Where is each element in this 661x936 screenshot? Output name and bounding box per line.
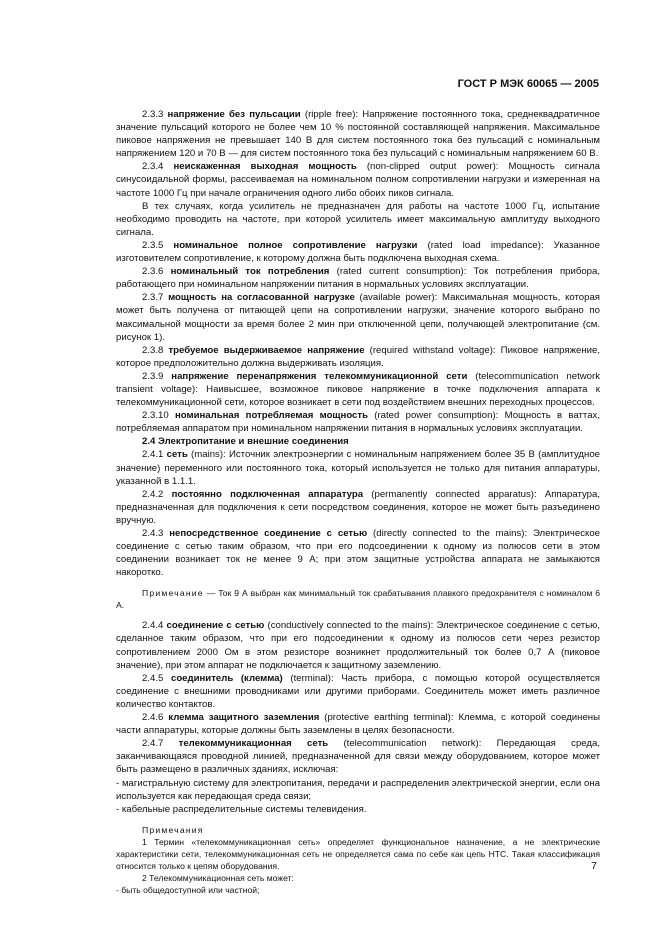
paragraph-2-4-4: 2.4.4 соединение с сетью (conductively connected to the mains): Электрическое соединение с сетью, сделанное таким образом, что при его подсоединении к одному из полюсов сети через резистор сопротивлением 2000 Ом в этом резисторе возникнет продолжительный ток более 0,7 А (пиковое значение), при этом аппарат не подключается к защитному заземлению. (116, 620, 600, 671)
paragraph-2-3-5: 2.3.5 номинальное полное сопротивление нагрузки (rated load impedance): Указанное изготовителем сопротивление, к которому должна быть подключена выходная схема. (116, 239, 600, 265)
page-number: 7 (591, 860, 597, 872)
note-item: 2 Телекоммуникационная сеть может: (142, 872, 294, 883)
paragraph-2-4-6: 2.4.6 клемма защитного заземления (protective earthing terminal): Клемма, с которой соединены части аппаратуры, которые должны быть заземлены в целях безопасности. (116, 712, 600, 737)
document-body (116, 108, 600, 896)
paragraph-2-3-7: 2.3.7 мощность на согласованной нагрузке (available power): Максимальная мощность, которая может быть получена от питающей цепи на сопротивлении нагрузки, значение которого выбрано по максимальной мощности за время более 2 мин при отключенной цепи, получающей электропитание (см. рисунок 1). (116, 292, 600, 343)
paragraph-2-3-4-cont: В тех случаях, когда усилитель не предназначен для работы на частоте 1000 Гц, испытание необходимо проводить на частоте, при которой усилитель имеет максимальную амплитуду выходного сигнала. (116, 200, 600, 238)
standard-header: ГОСТ Р МЭК 60065 — 2005 (457, 78, 599, 90)
paragraph-2-4-2: 2.4.2 постоянно подключенная аппаратура (permanently connected apparatus): Аппаратура, предназначенная для подключения к сети посредством соединения, которое не может быть разъединено вручную. (116, 488, 600, 526)
note-fuse: Примечание — Ток 9 А выбран как минимальный ток срабатывания плавкого предохранителя с номиналом 6 А. (116, 588, 600, 611)
paragraph-2-3-10: 2.3.10 номинальная потребляемая мощность (rated power consumption): Мощность в ваттах, потребляемая аппаратом при номинальном напряжении питания в нормальных условиях эксплуатации. (116, 410, 600, 435)
paragraph-2-4-1: 2.4.1 сеть (mains): Источник электроэнергии с номинальным напряжением более 35 В (амплитудное значение) переменного или постоянного тока, который используется не только для питания аппаратуры, указанной в 1.1.1. (116, 449, 600, 487)
paragraph-2-3-8: 2.3.8 требуемое выдерживаемое напряжение (required withstand voltage): Пиковое напряжение, которое предположительно должна выдерживать изоляция. (116, 344, 600, 369)
paragraph-2-3-6: 2.3.6 номинальный ток потребления (rated current consumption): Ток потребления прибора, работающего при номинальном напряжении питания в нормальных условиях эксплуатации. (116, 266, 601, 291)
paragraph-2-4-3: 2.4.3 непосредственное соединение с сетью (directly connected to the mains): Электрическое соединение с сетью таким образом, что при его подсоединении к одному из полюсов сети в этом соединении возникает ток не менее 9 А; при этом защитные устройства аппарата не замыкаются накоротко. (116, 528, 600, 579)
paragraph-2-3-3: 2.3.3 напряжение без пульсации (ripple free): Напряжение постоянного тока, среднеквадратичное значение пульсаций которого не более чем 10 % постоянной составляющей напряжения. Максимальное пиковое напряжения не превышает 140 В для систем постоянного тока без пульсаций с номинальным напряжением 120 и 70 В — для систем постоянного тока без пульсаций с номинальным напряжением 60 В. (116, 109, 600, 160)
note-item: 1 Термин «телекоммуникационная сеть» определяет функциональное назначение, а не электрические характеристики сети, телекоммуникационная сеть не определяется сама по себе как цепь НТС. Такая классификация относится только к цепям оборудования. (116, 836, 600, 871)
notes-label: Примечания (142, 824, 204, 835)
exclusion-item: - кабельные распределительные системы телевидения. (116, 803, 367, 815)
paragraph-2-3-9: 2.3.9 напряжение перенапряжения телекоммуникационной сети (telecommunication network transient voltage): Наивысшее, возможное пиковое напряжение в точке подключения аппарата к телекоммуникационной сети, которое возникает в сети под воздействием внешних переходных процессов. (116, 370, 601, 409)
paragraph-2-4-5: 2.4.5 соединитель (клемма) (terminal): Часть прибора, с помощью которой осуществляется соединение с внешними проводниками или другими приборами. Соединитель может иметь различное количество контактов. (116, 672, 600, 710)
note-item: - быть общедоступной или частной; (116, 884, 260, 895)
section-heading: 2.4 Электропитание и внешние соединения (142, 436, 349, 448)
paragraph-2-4-7: 2.4.7 телекоммуникационная сеть (telecommunication network): Передающая среда, заканчивающаяся проводной линией, предназначенной для связи между оборудованием, которое может быть размещено в различных зданиях, исключая: (116, 738, 601, 776)
exclusion-item: - магистральную систему для электропитания, передачи и распределения электрической энергии, если она используется как передающая среда связи; (116, 777, 600, 802)
paragraph-2-3-4: 2.3.4 неискаженная выходная мощность (non-clipped output power): Мощность сигнала синусоидальной формы, рассеиваемая на номинальном полном сопротивлении нагрузки и измеренная на частоте 1000 Гц при начале ограничения одного либо обоих пиков сигнала. (116, 161, 600, 199)
